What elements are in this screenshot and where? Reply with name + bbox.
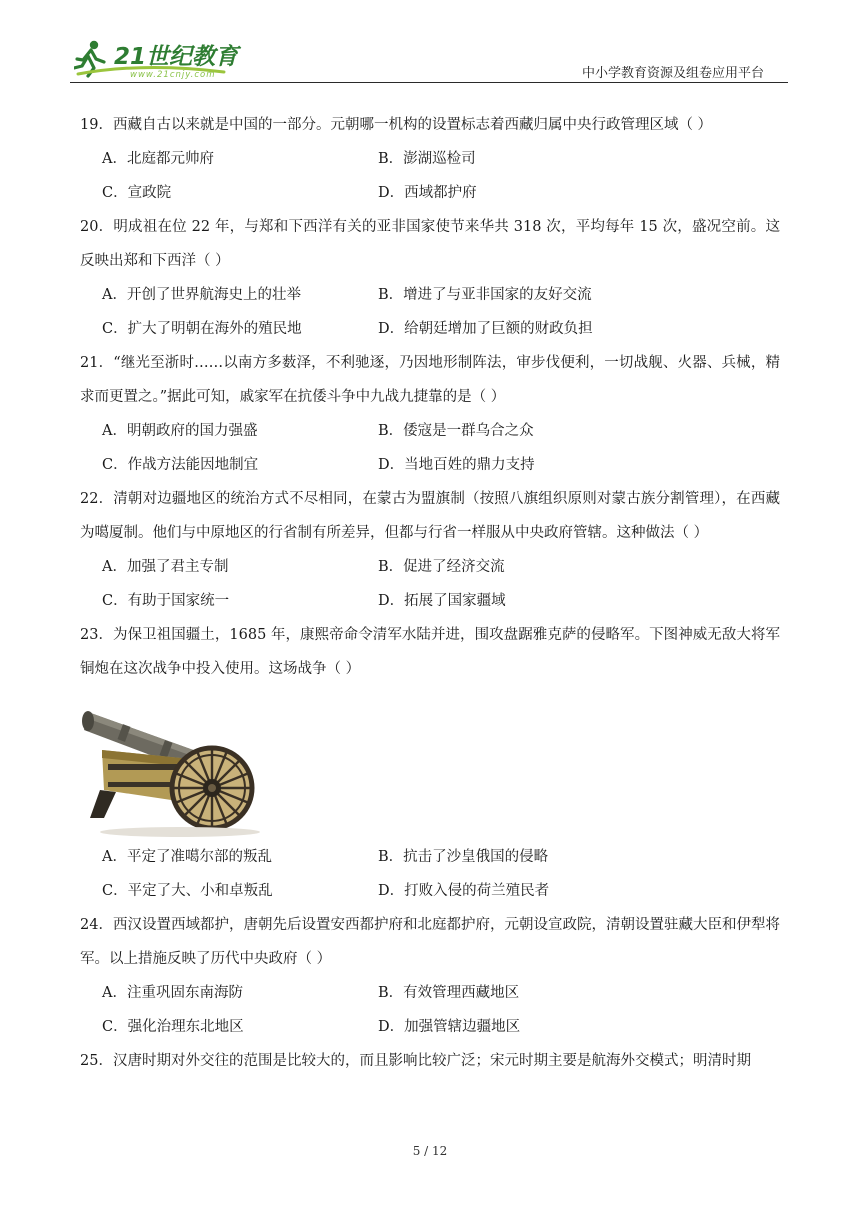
question-21-option-d: D．当地百姓的鼎力支持 bbox=[378, 457, 535, 473]
question-19-option-b: B．澎湖巡检司 bbox=[378, 151, 476, 167]
question-20-options-row-1 bbox=[80, 278, 780, 312]
question-19-option-c: C．宣政院 bbox=[102, 185, 172, 201]
question-21-option-b: B．倭寇是一群乌合之众 bbox=[378, 423, 534, 439]
question-19-options-row-1 bbox=[80, 142, 780, 176]
question-21-option-a: A．明朝政府的国力强盛 bbox=[102, 423, 258, 439]
question-22-option-d: D．拓展了国家疆域 bbox=[378, 593, 506, 609]
question-23-stem: 23．为保卫祖国疆土，1685 年，康熙帝命令清军水陆并进，围攻盘踞雅克萨的侵略军。下图神威无敌大将军铜炮在这次战争中投入使用。这场战争（ ） bbox=[80, 627, 780, 677]
page-number: 5 / 12 bbox=[412, 1144, 448, 1158]
question-20-options-row-2 bbox=[80, 312, 780, 346]
question-22-stem: 22．清朝对边疆地区的统治方式不尽相同，在蒙古为盟旗制（按照八旗组织原则对蒙古族分割管理），在西藏为噶厦制。他们与中原地区的行省制有所差异，但都与行省一样服从中央政府管辖。这种做法（ ） bbox=[80, 491, 780, 541]
question-24-stem: 24．西汉设置西域都护，唐朝先后设置安西都护府和北庭都护府，元朝设宣政院，清朝设置驻藏大臣和伊犁将军。以上措施反映了历代中央政府（ ） bbox=[80, 917, 780, 967]
question-25-stem: 25．汉唐时期对外交往的范围是比较大的，而且影响比较广泛；宋元时期主要是航海外交模式；明清时期 bbox=[80, 1053, 751, 1069]
question-21-stem: 21．“继光至浙时……以南方多薮泽，不利驰逐，乃因地形制阵法，审步伐便利，一切战舰、火器、兵械，精求而更置之。”据此可知，戚家军在抗倭斗争中九战九捷靠的是（ ） bbox=[80, 355, 780, 405]
bronze-cannon-image bbox=[80, 692, 260, 840]
logo-21cnjy bbox=[74, 38, 244, 80]
header-divider bbox=[70, 82, 788, 83]
question-22-option-c: C．有助于国家统一 bbox=[102, 593, 230, 609]
question-23-option-b: B．抗击了沙皇俄国的侵略 bbox=[378, 849, 549, 865]
question-21-options-row-1 bbox=[80, 414, 780, 448]
question-19-stem: 19．西藏自古以来就是中国的一部分。元朝哪一机构的设置标志着西藏归属中央行政管理区域（ ） bbox=[80, 117, 713, 133]
question-24-option-d: D．加强管辖边疆地区 bbox=[378, 1019, 521, 1035]
question-20-option-a: A．开创了世界航海史上的壮举 bbox=[102, 287, 301, 303]
cannon-figure bbox=[80, 692, 260, 840]
question-23-option-a: A．平定了准噶尔部的叛乱 bbox=[102, 849, 272, 865]
question-24-options-row-1 bbox=[80, 976, 780, 1010]
question-23-option-c: C．平定了大、小和卓叛乱 bbox=[102, 883, 273, 899]
question-23-options-row-1 bbox=[80, 840, 780, 874]
question-24-option-a: A．注重巩固东南海防 bbox=[102, 985, 243, 1001]
question-20-option-c: C．扩大了明朝在海外的殖民地 bbox=[102, 321, 302, 337]
svg-text:www.21cnjy.com: www.21cnjy.com bbox=[130, 70, 216, 80]
question-24-option-c: C．强化治理东北地区 bbox=[102, 1019, 244, 1035]
question-19-options-row-2 bbox=[80, 176, 780, 210]
question-21-option-c: C．作战方法能因地制宜 bbox=[102, 457, 259, 473]
question-20-option-b: B．增进了与亚非国家的友好交流 bbox=[378, 287, 592, 303]
question-23-option-d: D．打败入侵的荷兰殖民者 bbox=[378, 883, 550, 899]
page-header bbox=[70, 38, 788, 84]
question-24-option-b: B．有效管理西藏地区 bbox=[378, 985, 520, 1001]
question-20-stem: 20．明成祖在位 22 年，与郑和下西洋有关的亚非国家使节来华共 318 次，平均每年 15 次，盛况空前。这反映出郑和下西洋（ ） bbox=[80, 219, 780, 269]
question-22-option-b: B．促进了经济交流 bbox=[378, 559, 505, 575]
question-19-option-d: D．西域都护府 bbox=[378, 185, 477, 201]
question-20-option-d: D．给朝廷增加了巨额的财政负担 bbox=[378, 321, 593, 337]
question-19-option-a: A．北庭都元帅府 bbox=[102, 151, 214, 167]
question-22-options-row-2 bbox=[80, 584, 780, 618]
platform-name: 中小学教育资源及组卷应用平台 bbox=[581, 66, 764, 81]
question-list bbox=[80, 108, 780, 1078]
question-23-options-row-2 bbox=[80, 874, 780, 908]
question-22-option-a: A．加强了君主专制 bbox=[102, 559, 229, 575]
question-24-options-row-2 bbox=[80, 1010, 780, 1044]
question-21-options-row-2 bbox=[80, 448, 780, 482]
question-22-options-row-1 bbox=[80, 550, 780, 584]
svg-text:21世纪教育: 21世纪教育 bbox=[114, 44, 239, 70]
